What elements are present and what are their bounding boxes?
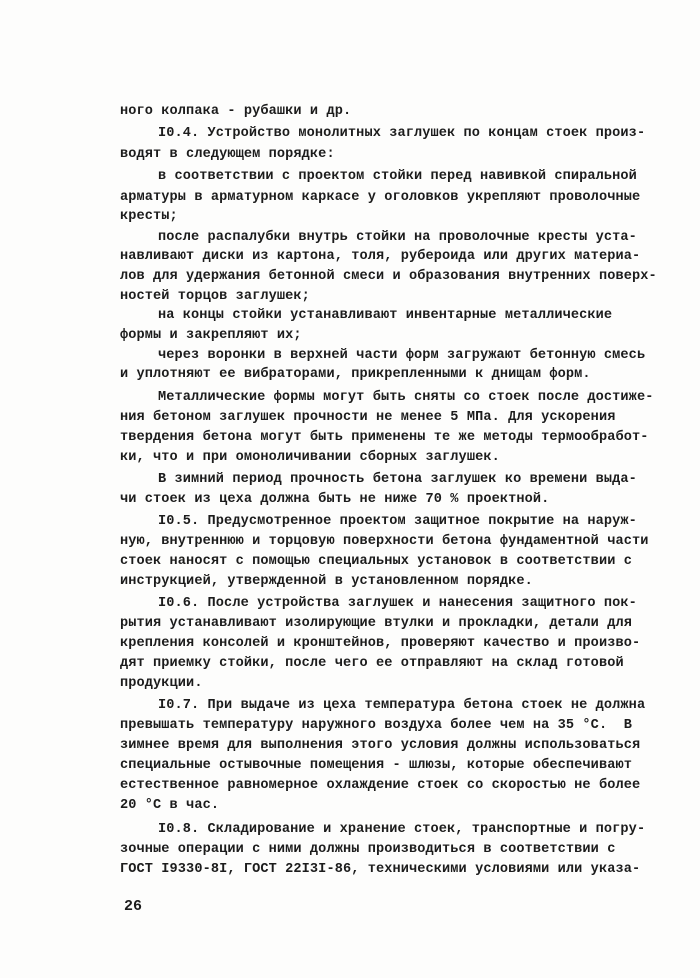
text-line: специальные остывочные помещения - шлюзы, которые обеспечивают	[120, 758, 632, 773]
text-line: твердения бетона могут быть применены те же методы термообработ-	[120, 430, 649, 445]
text-line: навливают диски из картона, толя, рубероида или других материа-	[120, 249, 641, 264]
text-line: продукции.	[120, 676, 203, 691]
text-line: стоек наносят с помощью специальных установок в соответствии с	[120, 554, 632, 569]
text-line: инструкцией, утвержденной в установленном порядке.	[120, 574, 533, 589]
text-line: естественное равномерное охлаждение стоек со скоростью не более	[120, 778, 641, 793]
text-line: в соответствии с проектом стойки перед навивкой спиральной	[158, 169, 637, 184]
page-number: 26	[124, 898, 143, 915]
text-line: рытия устанавливают изолирующие втулки и прокладки, детали для	[120, 616, 632, 631]
text-line: I0.6. После устройства заглушек и нанесения защитного пок-	[158, 596, 637, 611]
text-line: ки, что и при омоноличивании сборных заглушек.	[120, 450, 500, 465]
text-line: формы и закрепляют их;	[120, 328, 302, 343]
text-line: дят приемку стойки, после чего ее отправляют на склад готовой	[120, 656, 624, 671]
text-line: I0.5. Предусмотренное проектом защитное покрытие на наруж-	[158, 514, 637, 529]
text-line: превышать температуру наружного воздуха более чем на 35 °С. В	[120, 718, 632, 733]
text-line: ного колпака - рубашки и др.	[120, 104, 352, 119]
text-line: на концы стойки устанавливают инвентарные металлические	[158, 308, 613, 323]
text-line: крепления консолей и кронштейнов, проверяют качество и произво-	[120, 636, 641, 651]
text-line: ную, внутреннюю и торцовую поверхности бетона фундаментной части	[120, 534, 649, 549]
text-line: через воронки в верхней части форм загружают бетонную смесь	[158, 348, 646, 363]
text-line: ГОСТ I9330-8I, ГОСТ 22I3I-86, техническими условиями или указа-	[120, 862, 641, 877]
text-line: Металлические формы могут быть сняты со стоек после достиже-	[158, 390, 654, 405]
text-line: I0.8. Складирование и хранение стоек, транспортные и погру-	[158, 822, 646, 837]
text-line: ния бетоном заглушек прочности не менее 5 МПа. Для ускорения	[120, 410, 616, 425]
text-line: В зимний период прочность бетона заглушек ко времени выда-	[158, 472, 637, 487]
text-line: 20 °С в час.	[120, 798, 220, 813]
text-line: ностей торцов заглушек;	[120, 289, 310, 304]
text-line: чи стоек из цеха должна быть не ниже 70 % проектной.	[120, 492, 550, 507]
text-line: арматуры в арматурном каркасе у оголовков укрепляют проволочные	[120, 190, 641, 205]
text-line: зочные операции с ними должны производиться в соответствии с	[120, 842, 616, 857]
text-line: I0.4. Устройство монолитных заглушек по концам стоек произ-	[158, 126, 646, 141]
text-line: и уплотняют ее вибраторами, прикрепленными к днищам форм.	[120, 367, 591, 382]
text-line: I0.7. При выдаче из цеха температура бетона стоек не должна	[158, 698, 646, 713]
text-line: лов для удержания бетонной смеси и образования внутренних поверх-	[120, 269, 657, 284]
text-line: водят в следующем порядке:	[120, 147, 335, 162]
text-line: кресты;	[120, 209, 178, 224]
text-line: после распалубки внутрь стойки на проволочные кресты уста-	[158, 230, 637, 245]
text-line: зимнее время для выполнения этого условия должны использоваться	[120, 738, 641, 753]
